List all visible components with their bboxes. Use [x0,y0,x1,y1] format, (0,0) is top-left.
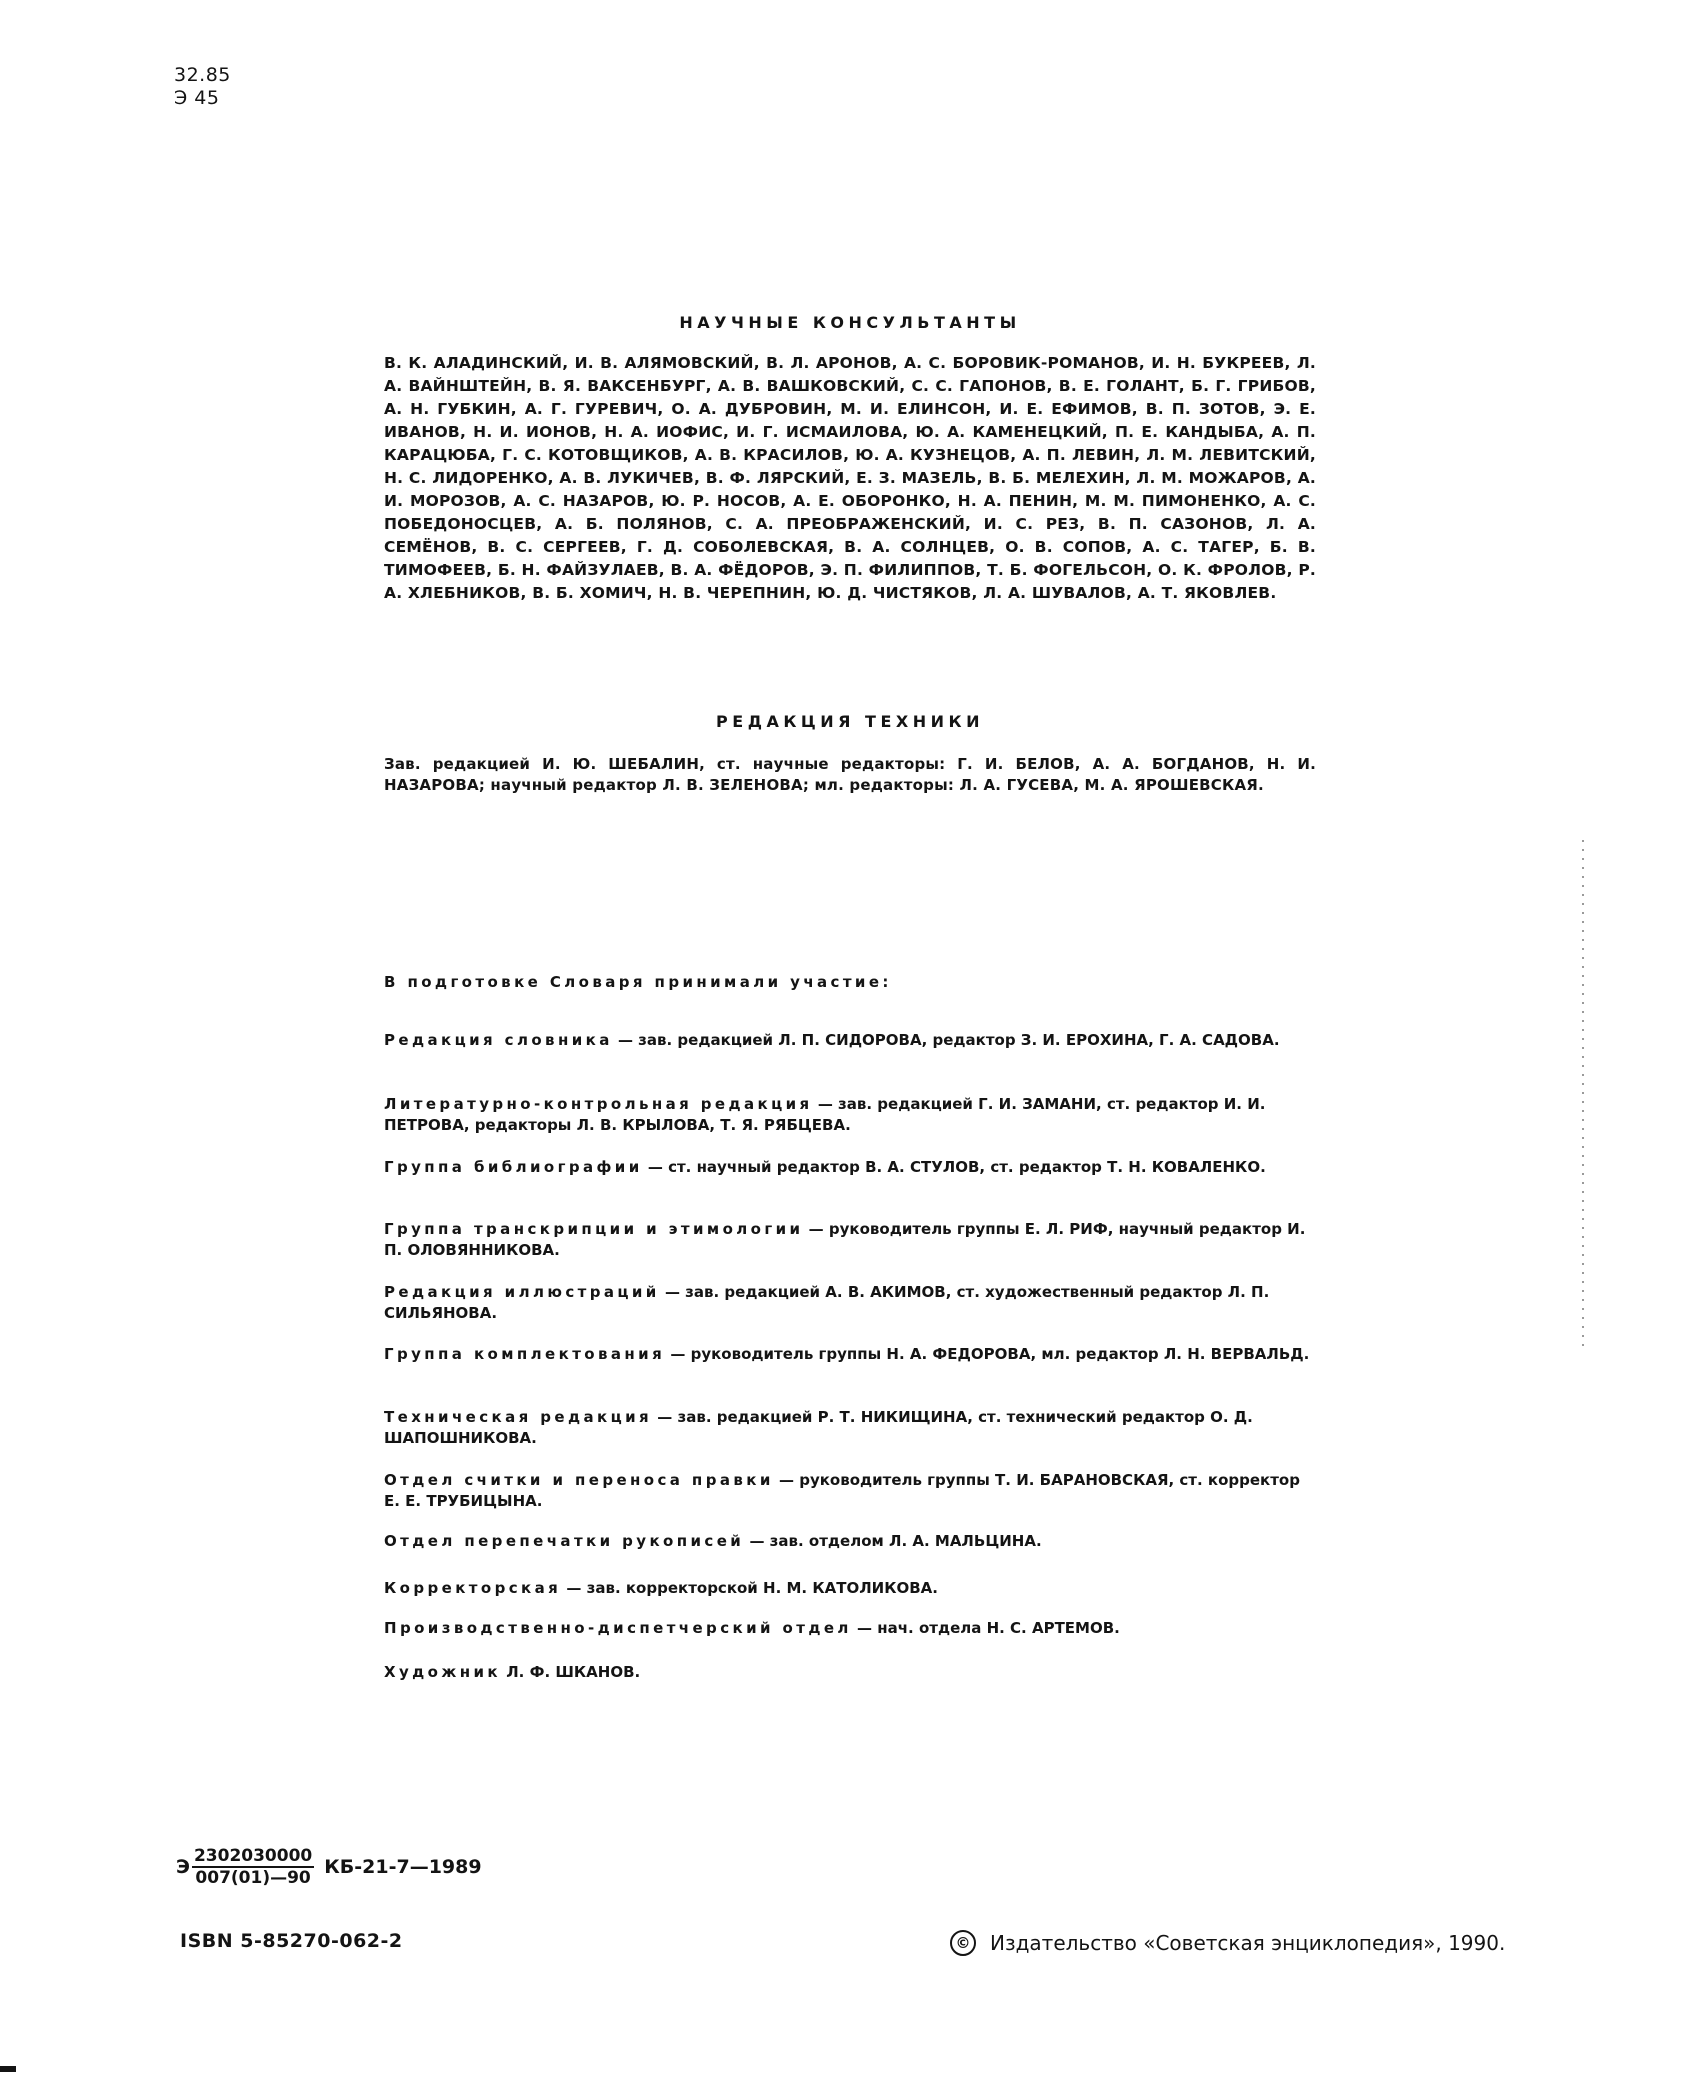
participant-staff: зав. редакцией Г. И. ЗАМАНИ, ст. редактор И. И. ПЕТРОВА, редакторы Л. В. КРЫЛОВА, Т. Я. РЯБЦЕВА. [384,1095,1266,1134]
participant-entry [384,1618,1316,1639]
participant-department: Корректорская [384,1579,562,1597]
participant-dash: — [612,1031,639,1049]
participants-intro [384,972,1316,993]
participant-dash: — [642,1158,669,1176]
participant-staff: руководитель группы Н. А. ФЕДОРОВА, мл. редактор Л. Н. ВЕРВАЛЬД. [690,1345,1310,1363]
participant-entry [384,1531,1316,1552]
copyright [950,1930,1505,1956]
participant-entry [384,1282,1316,1324]
catalog-author-mark: Э 45 [174,87,220,109]
participant-staff: руководитель группы Т. И. БАРАНОВСКАЯ, ст. корректор Е. Е. ТРУБИЦЫНА. [384,1471,1300,1510]
catalog-bbk: 32.85 [174,64,231,86]
participant-dash: — [812,1095,839,1113]
copyright-text: Издательство «Советская энциклопедия», 1990. [990,1931,1506,1955]
scan-corner-mark [0,2066,16,2072]
participant-department: Техническая редакция [384,1408,653,1426]
participant-staff: руководитель группы Е. Л. РИФ, научный редактор И. П. ОЛОВЯННИКОВА. [384,1220,1306,1259]
participant-entry [384,1470,1316,1512]
participant-department: Редакция иллюстраций [384,1283,660,1301]
participant-entry [384,1157,1316,1178]
tech-editorial-heading: РЕДАКЦИЯ ТЕХНИКИ [716,712,984,731]
artist-name: Л. Ф. ШКАНОВ. [506,1663,641,1681]
edition-denominator: 007(01)—90 [195,1868,311,1888]
participant-department: Редакция словника [384,1031,613,1049]
participant-dash: — [773,1471,800,1489]
participant-dash: — [803,1220,829,1238]
consultants-list: В. К. АЛАДИНСКИЙ, И. В. АЛЯМОВСКИЙ, В. Л. АРОНОВ, А. С. БОРОВИК-РОМАНОВ, И. Н. БУКРЕЕВ, Л. А. ВАЙНШТЕЙН, В. Я. ВАКСЕНБУРГ, А. В. ВАШКОВСКИЙ, С. С. ГАПОНОВ, В. Е. ГОЛАНТ, Б. Г. ГРИБОВ, А. Н. ГУБКИН, А. Г. ГУРЕВИЧ, О. А. ДУБРОВИН, М. И. ЕЛИНСОН, И. Е. ЕФИМОВ, В. П. ЗОТОВ, Э. Е. ИВАНОВ, Н. И. ИОНОВ, Н. А. ИОФИС, И. Г. ИСМАИЛОВА, Ю. А. КАМЕНЕЦКИЙ, П. Е. КАНДЫБА, А. П. КАРАЦЮБА, Г. С. КОТОВЩИКОВ, А. В. КРАСИЛОВ, Ю. А. КУЗНЕЦОВ, А. П. ЛЕВИН, Л. М. ЛЕВИТСКИЙ, Н. С. ЛИДОРЕНКО, А. В. ЛУКИЧЕВ, В. Ф. ЛЯРСКИЙ, Е. З. МАЗЕЛЬ, В. Б. МЕЛЕХИН, Л. М. МОЖАРОВ, А. И. МОРОЗОВ, А. С. НАЗАРОВ, Ю. Р. НОСОВ, А. Е. ОБОРОНКО, Н. А. ПЕНИН, М. М. ПИМОНЕНКО, А. С. ПОБЕДОНОСЦЕВ, А. Б. ПОЛЯНОВ, С. А. ПРЕОБРАЖЕНСКИЙ, И. С. РЕЗ, В. П. САЗОНОВ, Л. А. СЕМЁНОВ, В. С. СЕРГЕЕВ, Г. Д. СОБОЛЕВСКАЯ, В. А. СОЛНЦЕВ, О. В. СОПОВ, А. С. ТАГЕР, Б. В. ТИМОФЕЕВ, Б. Н. ФАЙЗУЛАЕВ, В. А. ФЁДОРОВ, Э. П. ФИЛИППОВ, Т. Б. ФОГЕЛЬСОН, О. К. ФРОЛОВ, Р. А. ХЛЕБНИКОВ, В. Б. ХОМИЧ, Н. В. ЧЕРЕПНИН, Ю. Д. ЧИСТЯКОВ, Л. А. ШУВАЛОВ, А. Т. ЯКОВЛЕВ. [384,354,1316,602]
participant-entry [384,1407,1316,1449]
participant-department: Производственно-диспетчерский отдел [384,1619,852,1637]
participant-staff: зав. редакцией Р. Т. НИКИЩИНА, ст. технический редактор О. Д. ШАПОШНИКОВА. [384,1408,1253,1447]
participant-department: Отдел перепечатки рукописей [384,1532,745,1550]
participant-staff: ст. научный редактор В. А. СТУЛОВ, ст. редактор Т. Н. КОВАЛЕНКО. [668,1158,1266,1176]
participant-dash: — [659,1283,686,1301]
copyright-icon: © [950,1930,976,1956]
edition-letter: Э [176,1856,190,1878]
participants-intro-text: В подготовке Словаря принимали участие: [384,973,892,991]
participant-department: Группа библиографии [384,1158,643,1176]
edition-code [176,1846,482,1888]
scan-margin-dots [1582,840,1584,1350]
consultants-heading: НАУЧНЫЕ КОНСУЛЬТАНТЫ [679,313,1021,332]
participant-entry [384,1094,1316,1136]
participant-dash: — [744,1532,770,1550]
participant-staff: зав. редакцией Л. П. СИДОРОВА, редактор З. И. ЕРОХИНА, Г. А. САДОВА. [638,1031,1280,1049]
participant-staff: нач. отдела Н. С. АРТЕМОВ. [877,1619,1120,1637]
participant-staff: зав. отделом Л. А. МАЛЬЦИНА. [769,1532,1042,1550]
edition-plan-code: КБ-21-7—1989 [324,1856,482,1878]
participant-entry [384,1578,1316,1599]
participant-entry [384,1219,1316,1261]
participant-department: Литературно-контрольная редакция [384,1095,813,1113]
artist-label: Художник [384,1663,501,1681]
participant-entry [384,1030,1316,1051]
participant-entry [384,1344,1316,1365]
isbn: ISBN 5-85270-062-2 [180,1930,403,1952]
participant-department: Группа комплектования [384,1345,666,1363]
participant-dash: — [652,1408,678,1426]
participant-department: Группа транскрипции и этимологии [384,1220,804,1238]
participant-dash: — [561,1579,587,1597]
edition-fraction [192,1846,314,1888]
participant-staff: зав. корректорской Н. М. КАТОЛИКОВА. [586,1579,938,1597]
edition-numerator: 2302030000 [193,1846,313,1866]
catalog-index [174,64,231,110]
participant-dash: — [665,1345,691,1363]
participant-department: Отдел считки и переноса правки [384,1471,774,1489]
tech-editorial-text: Зав. редакцией И. Ю. ШЕБАЛИН, ст. научные редакторы: Г. И. БЕЛОВ, А. А. БОГДАНОВ, Н. И. НАЗАРОВА; научный редактор Л. В. ЗЕЛЕНОВА; мл. редакторы: Л. А. ГУСЕВА, М. А. ЯРОШЕВСКАЯ. [384,755,1316,794]
participant-dash: — [851,1619,878,1637]
participant-staff: зав. редакцией А. В. АКИМОВ, ст. художественный редактор Л. П. СИЛЬЯНОВА. [384,1283,1270,1322]
artist-credit [384,1662,1316,1683]
